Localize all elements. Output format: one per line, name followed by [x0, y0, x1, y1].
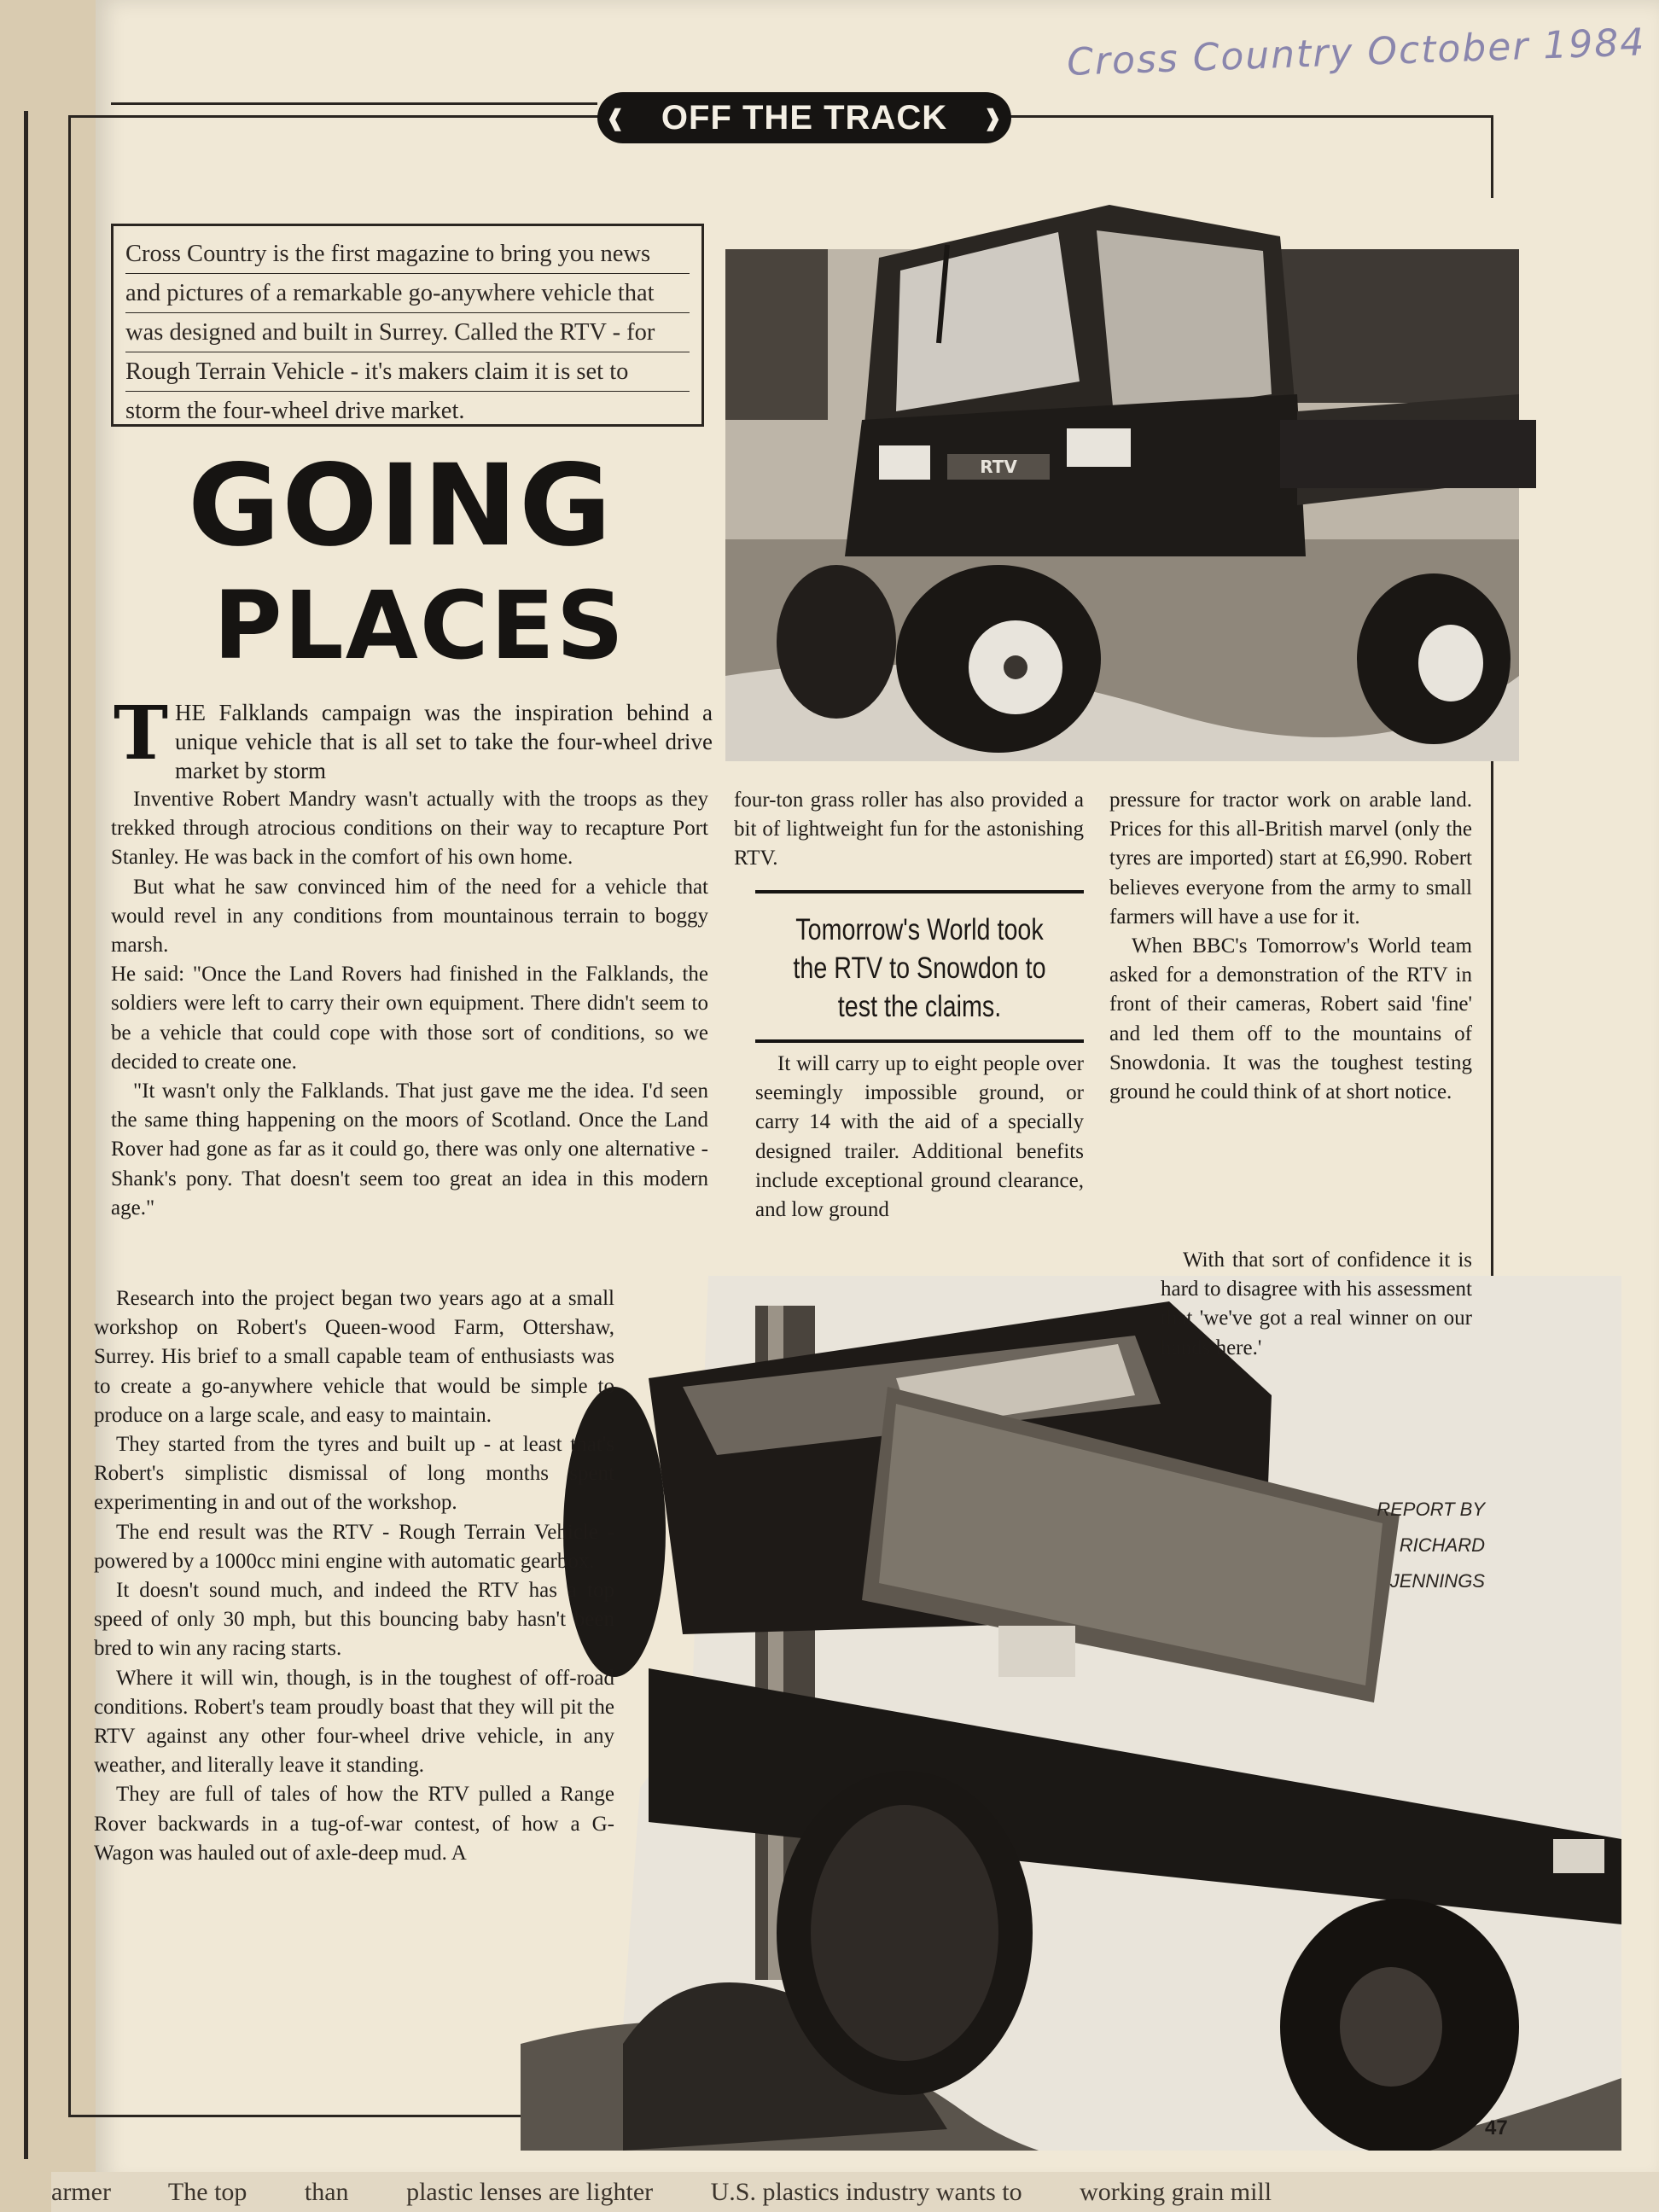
paragraph: pressure for tractor work on arable land. Prices for this all-British marvel (only the tyres are imported) start at £6,990. Robert believes everyone from the army to small farmers will have a use for it. [1109, 789, 1472, 928]
paragraph: When BBC's Tomorrow's World team asked for a demonstration of the RTV in front of their cameras, Robert said 'fine' and led them off to the mountains of Snowdonia. It was the toughest testing ground he could think of at short notice. [1109, 934, 1472, 1104]
article-column-2-bottom [755, 1050, 1084, 1225]
underlying-text: plastic lenses are lighter [406, 2178, 654, 2206]
intro-line: and pictures of a remarkable go-anywhere vehicle that [125, 274, 690, 313]
paragraph: Inventive Robert Mandry wasn't actually with the troops as they trekked through atrocious conditions on their way to recapture Port Stanley. He was back in the comfort of his own home. [111, 788, 708, 870]
headline-line-1: GOING [188, 440, 614, 572]
byline-line: REPORT BY [1377, 1499, 1485, 1520]
pull-quote-rule-top [755, 890, 1084, 894]
intro-line: storm the four-wheel drive market. [125, 398, 465, 424]
section-banner-label: OFF THE TRACK [661, 99, 948, 137]
rtv-climbing-illustration [521, 1276, 1621, 2151]
article-lede [114, 690, 713, 785]
rtv-photo-top [683, 198, 1536, 761]
rtv-badge: RTV [980, 457, 1017, 477]
underlying-text: The top [167, 2178, 247, 2206]
header-rule [111, 102, 597, 105]
paragraph: Research into the project began two years ago at a small workshop on Robert's Queen-wood Farm, Ottershaw, Surrey. His brief to a small capable team of enthusiasts was to create a go-anywhere vehicle that would be simple to produce on a large scale, and easy to maintain. [94, 1287, 614, 1427]
pull-quote-rule-bottom [755, 1039, 1084, 1043]
ornament-left-icon: ❰ [606, 105, 626, 131]
drop-cap: T [114, 690, 168, 777]
article-column-1-bottom [94, 1284, 614, 1868]
paragraph: They started from the tyres and built up - at least that's Robert's simplistic dismissal of long months spent experimenting in and out of the workshop. [94, 1433, 614, 1515]
ornament-right-icon: ❱ [983, 105, 1003, 131]
intro-standfirst [111, 224, 704, 427]
handwritten-note: Cross Country October 1984 [1066, 20, 1647, 84]
paragraph: The end result was the RTV - Rough Terrain Vehicle - powered by a 1000cc mini engine with automatic gearbox. [94, 1520, 614, 1573]
underlying-page-strip [51, 2172, 1659, 2212]
paragraph: With that sort of confidence it is hard to disagree with his assessment that 'we've got a real winner on our hands here.' [1161, 1249, 1472, 1359]
byline [1237, 1492, 1485, 1599]
paragraph: They are full of tales of how the RTV pulled a Range Rover backwards in a tug-of-war contest, of how a G-Wagon was hauled out of axle-deep mud. A [94, 1783, 614, 1865]
underlying-text: U.S. plastics industry wants to [710, 2178, 1022, 2206]
rtv-photo-bottom [521, 1276, 1621, 2151]
page-number: 47 [1485, 2116, 1508, 2139]
paragraph: four-ton grass roller has also provided a bit of lightweight fun for the astonishing RTV. [734, 789, 1084, 870]
article-column-3-end [1161, 1246, 1472, 1363]
underlying-text: armer [51, 2178, 111, 2206]
pull-quote: Tomorrow's World took the RTV to Snowdon to test the claims. [793, 913, 1046, 1023]
intro-line: was designed and built in Surrey. Called the RTV - for [125, 313, 690, 352]
byline-line: RICHARD [1399, 1534, 1485, 1556]
underlying-text: working grain mill [1080, 2178, 1272, 2206]
lede-text: HE Falklands campaign was the inspiration behind a unique vehicle that is all set to take the four-wheel drive market by storm [175, 700, 713, 783]
intro-line: Rough Terrain Vehicle - it's makers claim it is set to [125, 352, 690, 392]
headline-line-2: PLACES [213, 571, 626, 680]
paragraph: "It wasn't only the Falklands. That just gave me the idea. I'd seen the same thing happening on the moors of Scotland. Once the Land Rover had gone as far as it could go, there was only one alternative -Shank's pony. That doesn't seem too great an idea in this modern age." [111, 1080, 708, 1220]
byline-line: JENNINGS [1389, 1570, 1485, 1592]
article-column-2 [734, 786, 1084, 874]
article-column-1-top [111, 785, 708, 1223]
paragraph: He said: "Once the Land Rovers had finished in the Falklands, the soldiers were left to carry their own equipment. There didn't seem to be a vehicle that could cope with those sort of conditions, so we decided to create one. [111, 963, 708, 1074]
paragraph: But what he saw convinced him of the need for a vehicle that would revel in any conditions from mountainous terrain to boggy marsh. [111, 875, 708, 958]
underlying-text: than [304, 2178, 349, 2206]
adjacent-page-frame [0, 111, 28, 2159]
paragraph: Where it will win, though, is in the toughest of off-road conditions. Robert's team proudly boast that they will pit the RTV against any other four-wheel drive vehicle, in any weather, and literally leave it standing. [94, 1666, 614, 1778]
article-column-3 [1109, 786, 1472, 1107]
paragraph: It will carry up to eight people over seemingly impossible ground, or carry 14 with the aid of a specially designed trailer. Additional benefits include exceptional ground clearance, and low ground [755, 1052, 1084, 1222]
section-banner [597, 92, 1011, 143]
rtv-vehicle-illustration [683, 198, 1536, 761]
paragraph: It doesn't sound much, and indeed the RTV has a top speed of only 30 mph, but this bouncing baby hasn't been bred to win any racing starts. [94, 1579, 614, 1661]
intro-line: Cross Country is the first magazine to bring you news [125, 235, 690, 274]
